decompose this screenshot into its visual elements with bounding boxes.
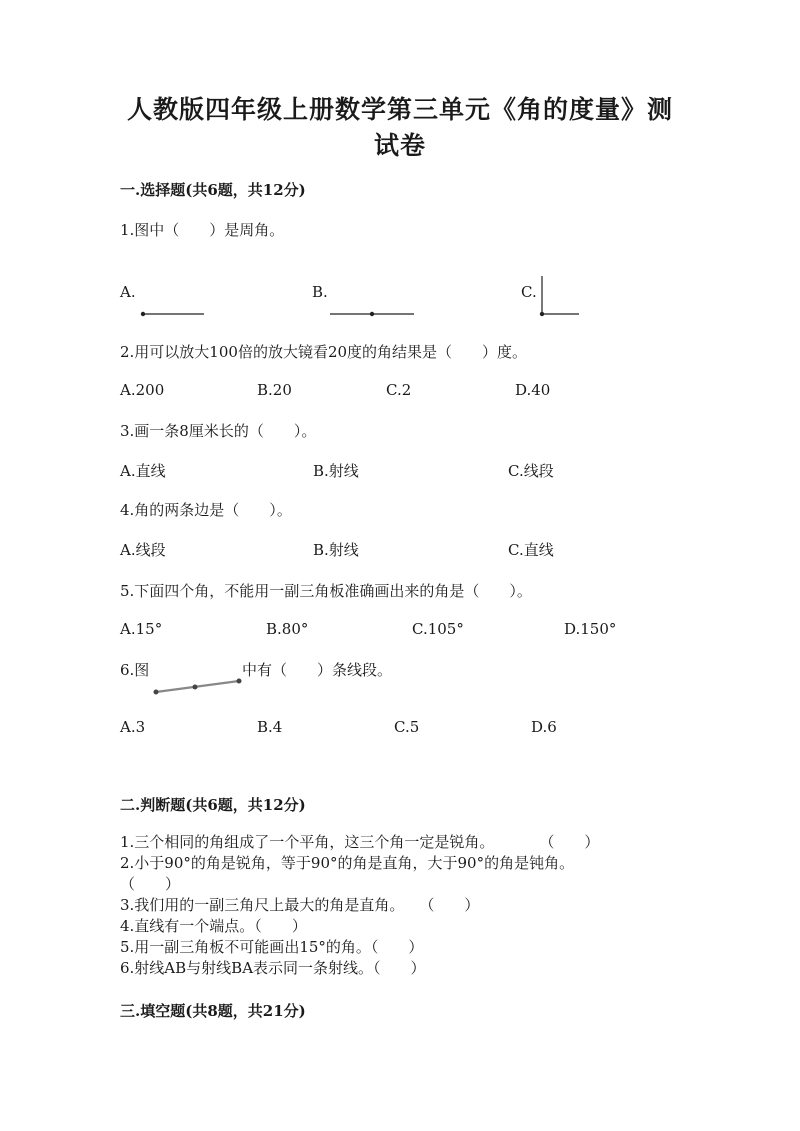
judge-item-6: 6.射线AB与射线BA表示同一条射线。（ ）: [120, 959, 426, 977]
option-5d: D.150°: [564, 620, 617, 638]
option-5b: B.80°: [266, 620, 309, 638]
ray-icon: [138, 308, 208, 320]
option-2a: A.200: [120, 381, 165, 399]
judge-item-2-bracket: （ ）: [120, 875, 181, 893]
question-3-stem: 3.画一条8厘米长的（ ）。: [120, 422, 317, 440]
option-2b: B.20: [257, 381, 292, 399]
option-4b: B.射线: [313, 541, 359, 559]
option-3b: B.射线: [313, 462, 359, 480]
right-angle-icon: [536, 274, 582, 320]
option-3a: A.直线: [120, 462, 166, 480]
option-2d: D.40: [515, 381, 551, 399]
question-1-stem: 1.图中（ ）是周角。: [120, 221, 285, 239]
option-5c: C.105°: [412, 620, 464, 638]
option-1b: B.: [312, 283, 328, 301]
judge-item-1: 1.三个相同的角组成了一个平角，这三个角一定是锐角。 （ ）: [120, 833, 600, 851]
line-with-point-icon: [328, 308, 418, 320]
option-1a: A.: [120, 283, 136, 301]
question-5-stem: 5.下面四个角，不能用一副三角板准确画出来的角是（ ）。: [120, 582, 532, 600]
question-2-stem: 2.用可以放大100倍的放大镜看20度的角结果是（ ）度。: [120, 343, 528, 361]
question-6-stem-start: 6.图: [120, 661, 150, 679]
option-4c: C.直线: [508, 541, 554, 559]
page-title: 人教版四年级上册数学第三单元《角的度量》测试卷: [126, 95, 673, 160]
option-5a: A.15°: [120, 620, 163, 638]
question-6-stem-end: 中有（ ）条线段。: [242, 661, 393, 679]
option-6c: C.5: [394, 718, 420, 736]
option-6b: B.4: [257, 718, 283, 736]
section-heading-choice: 一.选择题(共6题，共12分): [120, 181, 306, 199]
section-heading-fill: 三.填空题(共8题，共21分): [120, 1002, 306, 1020]
judge-item-3: 3.我们用的一副三角尺上最大的角是直角。 （ ）: [120, 896, 480, 914]
judge-item-2: 2.小于90°的角是锐角，等于90°的角是直角，大于90°的角是钝角。: [120, 854, 575, 872]
section-heading-judge: 二.判断题(共6题，共12分): [120, 796, 306, 814]
option-1c: C.: [521, 283, 537, 301]
option-2c: C.2: [386, 381, 412, 399]
option-6d: D.6: [531, 718, 557, 736]
judge-item-4: 4.直线有一个端点。（ ）: [120, 917, 307, 935]
option-4a: A.线段: [120, 541, 166, 559]
option-3c: C.线段: [508, 462, 554, 480]
question-4-stem: 4.角的两条边是（ ）。: [120, 501, 292, 519]
line-segment-figure: [150, 676, 246, 698]
option-6a: A.3: [120, 718, 146, 736]
judge-item-5: 5.用一副三角板不可能画出15°的角。（ ）: [120, 938, 424, 956]
